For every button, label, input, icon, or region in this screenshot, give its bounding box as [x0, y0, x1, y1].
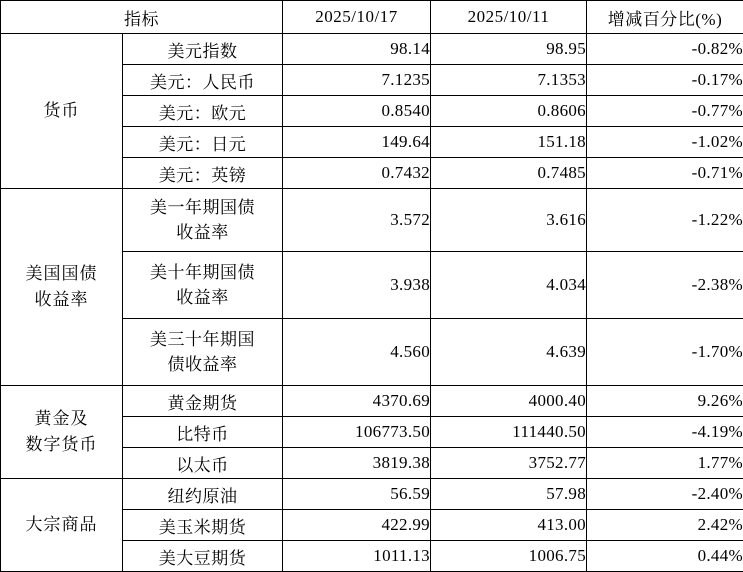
- row-value-current: 3.572: [283, 189, 431, 252]
- row-value-current: 4.560: [283, 319, 431, 386]
- row-item-label: 美元：英镑: [123, 158, 283, 189]
- row-change-percent: -0.71%: [587, 158, 743, 189]
- row-value-current: 3819.38: [283, 448, 431, 479]
- row-change-percent: -0.82%: [587, 34, 743, 65]
- row-value-previous: 4.034: [431, 252, 587, 319]
- group-label-currency: 货币: [1, 34, 123, 189]
- row-value-previous: 98.95: [431, 34, 587, 65]
- row-change-percent: -2.38%: [587, 252, 743, 319]
- row-item-label: 以太币: [123, 448, 283, 479]
- row-item-label: 美一年期国债 收益率: [123, 189, 283, 252]
- row-change-percent: -1.70%: [587, 319, 743, 386]
- row-change-percent: -0.17%: [587, 65, 743, 96]
- row-item-label: 美十年期国债 收益率: [123, 252, 283, 319]
- row-value-previous: 151.18: [431, 127, 587, 158]
- row-item-label: 美元：人民币: [123, 65, 283, 96]
- row-change-percent: -2.40%: [587, 479, 743, 510]
- row-item-label: 比特币: [123, 417, 283, 448]
- row-change-percent: 2.42%: [587, 510, 743, 541]
- row-change-percent: 0.44%: [587, 541, 743, 572]
- group-label-commodities: 大宗商品: [1, 479, 123, 572]
- header-change-percent: 增减百分比(%): [587, 1, 743, 34]
- row-value-current: 7.1235: [283, 65, 431, 96]
- row-item-label: 黄金期货: [123, 386, 283, 417]
- table-row: [1, 34, 743, 65]
- row-change-percent: -0.77%: [587, 96, 743, 127]
- row-value-current: 1011.13: [283, 541, 431, 572]
- row-value-current: 3.938: [283, 252, 431, 319]
- row-value-previous: 0.8606: [431, 96, 587, 127]
- row-value-current: 106773.50: [283, 417, 431, 448]
- row-value-previous: 57.98: [431, 479, 587, 510]
- row-value-current: 56.59: [283, 479, 431, 510]
- header-date-current: 2025/10/17: [283, 1, 431, 34]
- header-indicator: 指标: [1, 1, 283, 34]
- row-item-label: 美玉米期货: [123, 510, 283, 541]
- row-value-previous: 0.7485: [431, 158, 587, 189]
- group-label-us-treasury-yield: 美国国债 收益率: [1, 189, 123, 386]
- group-label-gold-and-crypto: 黄金及 数字货币: [1, 386, 123, 479]
- row-item-label: 美元：日元: [123, 127, 283, 158]
- row-value-current: 98.14: [283, 34, 431, 65]
- row-value-previous: 111440.50: [431, 417, 587, 448]
- row-value-previous: 3.616: [431, 189, 587, 252]
- row-change-percent: -4.19%: [587, 417, 743, 448]
- row-value-current: 0.7432: [283, 158, 431, 189]
- row-item-label: 纽约原油: [123, 479, 283, 510]
- row-value-current: 4370.69: [283, 386, 431, 417]
- row-value-current: 0.8540: [283, 96, 431, 127]
- table-row: [1, 479, 743, 510]
- row-value-previous: 7.1353: [431, 65, 587, 96]
- table-row: [1, 189, 743, 252]
- table-row: [1, 386, 743, 417]
- row-change-percent: -1.22%: [587, 189, 743, 252]
- row-item-label: 美元指数: [123, 34, 283, 65]
- row-value-previous: 3752.77: [431, 448, 587, 479]
- row-item-label: 美三十年期国 债收益率: [123, 319, 283, 386]
- row-change-percent: -1.02%: [587, 127, 743, 158]
- row-value-previous: 4000.40: [431, 386, 587, 417]
- table-header-row: [1, 1, 743, 34]
- row-value-previous: 1006.75: [431, 541, 587, 572]
- row-item-label: 美大豆期货: [123, 541, 283, 572]
- row-change-percent: 9.26%: [587, 386, 743, 417]
- row-item-label: 美元：欧元: [123, 96, 283, 127]
- row-change-percent: 1.77%: [587, 448, 743, 479]
- row-value-current: 422.99: [283, 510, 431, 541]
- row-value-previous: 4.639: [431, 319, 587, 386]
- header-date-previous: 2025/10/11: [431, 1, 587, 34]
- row-value-previous: 413.00: [431, 510, 587, 541]
- row-value-current: 149.64: [283, 127, 431, 158]
